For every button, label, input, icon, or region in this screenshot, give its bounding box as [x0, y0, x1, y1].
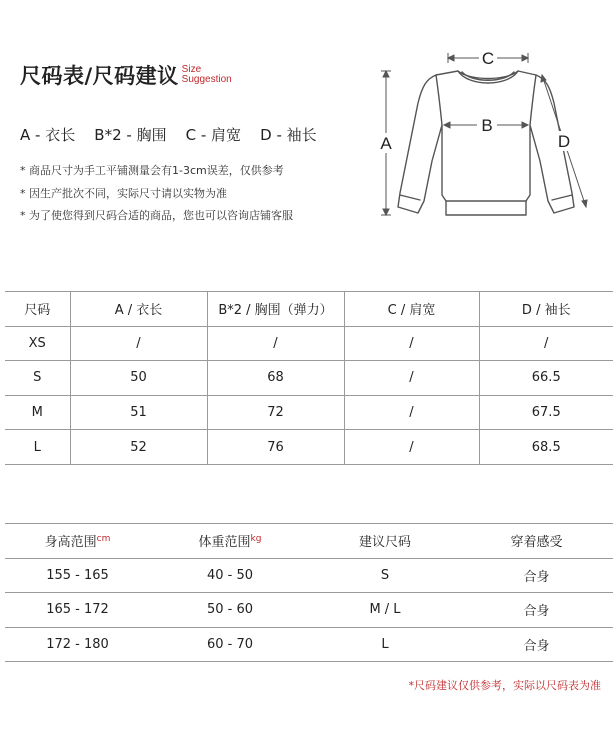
table-cell: 51: [70, 395, 207, 430]
table-cell: 67.5: [479, 395, 613, 430]
label-a: A: [380, 134, 392, 153]
table-row: [5, 361, 613, 396]
table-cell: 合身: [460, 627, 613, 662]
header-cell: 尺码: [5, 292, 70, 327]
table-row: [5, 627, 613, 662]
unit-cm: cm: [96, 534, 111, 545]
table-cell: M / L: [310, 593, 460, 628]
page-title-english: [182, 65, 232, 85]
table-cell: 76: [207, 430, 344, 465]
table-cell: 172 - 180: [5, 627, 150, 662]
header-cell: B*2 / 胸围（弹力）: [207, 292, 344, 327]
table-cell: L: [5, 430, 70, 465]
table-cell: XS: [5, 326, 70, 361]
label-b: B: [481, 116, 493, 135]
header-cell-height: 身高范围$^{cm}$: [5, 524, 150, 559]
table-cell: 165 - 172: [5, 593, 150, 628]
table-cell: S: [310, 558, 460, 593]
table-cell: S: [5, 361, 70, 396]
unit-kg: kg: [250, 534, 262, 545]
table-cell: 50 - 60: [150, 593, 310, 628]
table-cell: 68: [207, 361, 344, 396]
note-item: * 商品尺寸为手工平铺测量会有1-3cm误差，仅供参考: [20, 164, 284, 177]
table-header-row: [5, 524, 613, 559]
table-cell: 68.5: [479, 430, 613, 465]
table-cell: /: [207, 326, 344, 361]
sweater-measurement-diagram: [378, 45, 598, 225]
header-cell-size: 建议尺码: [310, 524, 460, 559]
header-cell-weight: 体重范围$^{kg}$: [150, 524, 310, 559]
header-cell: D / 袖长: [479, 292, 613, 327]
table-cell: 合身: [460, 593, 613, 628]
label-d: D: [557, 132, 571, 151]
table-row: [5, 593, 613, 628]
table-cell: 合身: [460, 558, 613, 593]
size-table: [5, 291, 613, 465]
page-title: 尺码表/尺码建议: [20, 64, 179, 88]
footnote: *尺码建议仅供参考，实际以尺码表为准: [408, 679, 601, 692]
header-cell: A / 衣长: [70, 292, 207, 327]
note-item: * 为了使您得到尺码合适的商品，您也可以咨询店铺客服: [20, 209, 293, 222]
table-row: [5, 558, 613, 593]
sweater-collar: [458, 71, 518, 83]
size-recommendation-table: [5, 523, 613, 662]
table-cell: 50: [70, 361, 207, 396]
table-cell: M: [5, 395, 70, 430]
title-en-suggestion: Suggestion: [181, 74, 232, 85]
table-cell: /: [344, 430, 479, 465]
table-cell: /: [344, 395, 479, 430]
title-en-size: Size: [181, 64, 202, 75]
table-cell: /: [344, 361, 479, 396]
measurement-legend: A - 衣长 B*2 - 胸围 C - 肩宽 D - 袖长: [20, 126, 317, 144]
header-cell: C / 肩宽: [344, 292, 479, 327]
header-cell-fit: 穿着感受: [460, 524, 613, 559]
table-cell: 72: [207, 395, 344, 430]
table-row: [5, 395, 613, 430]
table-cell: /: [70, 326, 207, 361]
table-header-row: [5, 292, 613, 327]
table-cell: /: [344, 326, 479, 361]
table-cell: L: [310, 627, 460, 662]
table-cell: /: [479, 326, 613, 361]
note-item: * 因生产批次不同，实际尺寸请以实物为准: [20, 186, 227, 200]
table-cell: 155 - 165: [5, 558, 150, 593]
table-row: [5, 430, 613, 465]
notes-list: [20, 163, 293, 231]
table-row: [5, 326, 613, 361]
table-cell: 60 - 70: [150, 627, 310, 662]
table-cell: 66.5: [479, 361, 613, 396]
table-cell: 52: [70, 430, 207, 465]
page-header: [20, 60, 232, 90]
label-c: C: [481, 49, 495, 68]
table-cell: 40 - 50: [150, 558, 310, 593]
